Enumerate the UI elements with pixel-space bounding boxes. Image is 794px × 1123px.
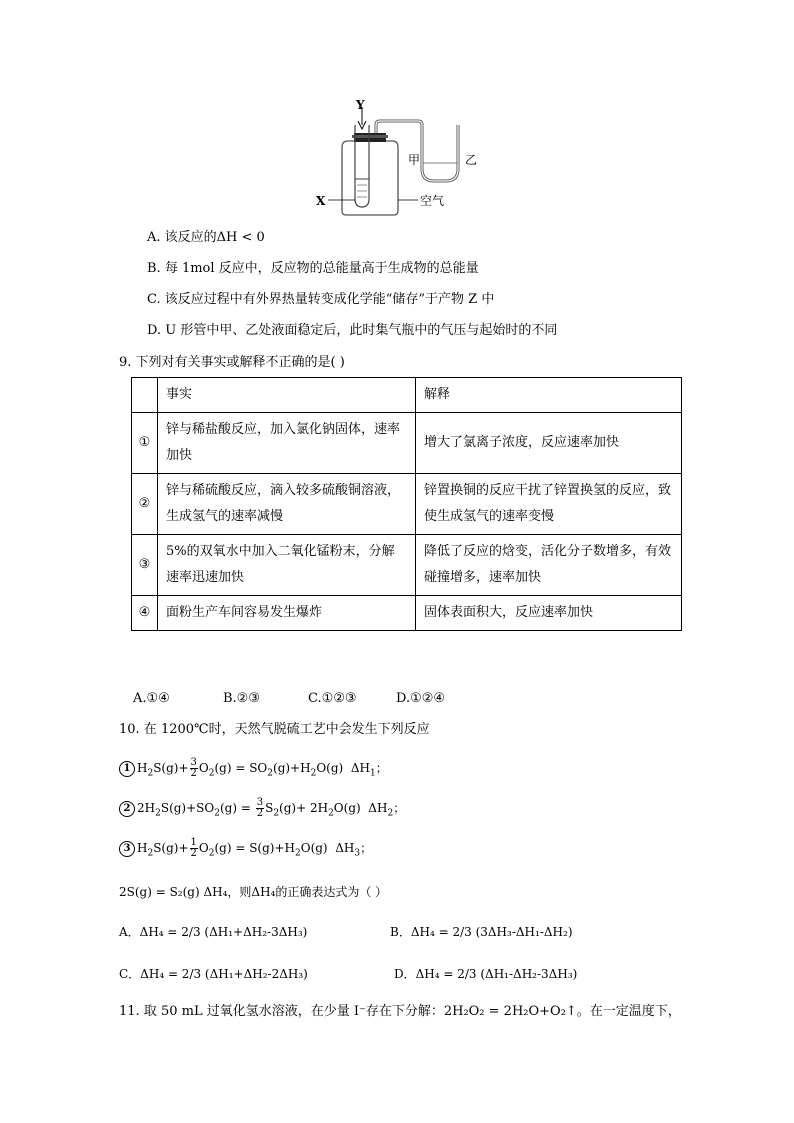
figure-label-yi: 乙 bbox=[465, 153, 478, 167]
explain-cell: 锌置换铜的反应干扰了锌置换氢的反应，致使生成氢气的速率变慢 bbox=[416, 474, 682, 535]
table-row bbox=[132, 474, 682, 535]
q9-option-c: C.①②③ bbox=[308, 691, 357, 706]
q10-option-c: C．ΔH₄ = 2/3 (ΔH₁+ΔH₂-2ΔH₃) bbox=[119, 967, 308, 981]
q10-option-a: A．ΔH₄ = 2/3 (ΔH₁+ΔH₂-3ΔH₃) bbox=[119, 925, 308, 939]
q10-option-b: B．ΔH₄ = 2/3 (3ΔH₃-ΔH₁-ΔH₂) bbox=[390, 925, 573, 939]
figure-label-x: X bbox=[316, 194, 326, 208]
equation-number: 1 bbox=[119, 761, 135, 777]
table-header-cell: 事实 bbox=[158, 378, 416, 413]
q9-option-b: B.②③ bbox=[223, 691, 260, 706]
row-number: ④ bbox=[132, 596, 158, 631]
q8-option-a: A. 该反应的ΔH < 0 bbox=[147, 230, 265, 245]
figure-label-y: Y bbox=[356, 98, 365, 112]
q11-stem: 11. 取 50 mL 过氧化氢水溶液，在少量 I⁻存在下分解：2H₂O₂ = 2H₂O+O₂↑。在一定温度下， bbox=[119, 1004, 681, 1019]
figure-label-jia: 甲 bbox=[408, 153, 421, 167]
row-number: ① bbox=[132, 413, 158, 474]
table-header-cell bbox=[132, 378, 158, 413]
explain-cell: 固体表面积大，反应速率加快 bbox=[416, 596, 682, 631]
equation-1: 1 $H_2S(g)+$ $\frac{3}{2}$ $O_2(g) = SO_2(g)+H_2O(g)$ $\Delta H_1$； bbox=[119, 757, 388, 784]
q9-option-d: D.①②④ bbox=[396, 691, 446, 706]
fact-cell: 5%的双氧水中加入二氧化锰粉末，分解速率迅速加快 bbox=[158, 535, 416, 596]
equation-3: 3 $H_2S(g)+$ $\frac{1}{2}$ $O_2(g) = S(g)+H_2O(g)$ $\Delta H_3$； bbox=[119, 837, 372, 864]
row-number: ③ bbox=[132, 535, 158, 596]
q10-stem: 10. 在 1200℃时，天然气脱硫工艺中会发生下列反应 bbox=[119, 722, 430, 737]
q10-last-line: 2S(g) = S₂(g) ΔH₄，则ΔH₄的正确表达式为（ ） bbox=[119, 885, 388, 899]
equation-number: 2 bbox=[119, 801, 135, 817]
q9-stem: 9. 下列对有关事实或解释不正确的是( ) bbox=[119, 355, 345, 370]
q8-option-c: C. 该反应过程中有外界热量转变成化学能“储存”于产物 Z 中 bbox=[147, 292, 495, 307]
fact-cell: 锌与稀盐酸反应，加入氯化钠固体，速率加快 bbox=[158, 413, 416, 474]
explain-cell: 增大了氯离子浓度，反应速率加快 bbox=[416, 413, 682, 474]
table-row bbox=[132, 535, 682, 596]
table-header-row bbox=[132, 378, 682, 413]
explain-cell: 降低了反应的焓变，活化分子数增多，有效碰撞增多，速率加快 bbox=[416, 535, 682, 596]
table-header-cell: 解释 bbox=[416, 378, 682, 413]
fact-cell: 锌与稀硫酸反应，滴入较多硫酸铜溶液，生成氢气的速率减慢 bbox=[158, 474, 416, 535]
q8-option-b: B. 每 1mol 反应中，反应物的总能量高于生成物的总能量 bbox=[147, 261, 479, 276]
q10-option-d: D．ΔH₄ = 2/3 (ΔH₁-ΔH₂-3ΔH₃) bbox=[394, 967, 578, 981]
q8-option-d: D. U 形管中甲、乙处液面稳定后，此时集气瓶中的气压与起始时的不同 bbox=[147, 323, 558, 338]
equation-2: 2 $2H_2S(g)+SO_2(g)$ = $\frac{3}{2}$ $S_2(g)+ 2H_2O(g)$ $\Delta H_2$； bbox=[119, 797, 405, 824]
fact-cell: 面粉生产车间容易发生爆炸 bbox=[158, 596, 416, 631]
table-row bbox=[132, 413, 682, 474]
figure-label-air: 空气 bbox=[420, 194, 445, 208]
facts-table bbox=[131, 377, 682, 631]
table-row bbox=[132, 596, 682, 631]
equation-number: 3 bbox=[119, 841, 135, 857]
row-number: ② bbox=[132, 474, 158, 535]
q9-option-a: A.①④ bbox=[133, 691, 170, 706]
